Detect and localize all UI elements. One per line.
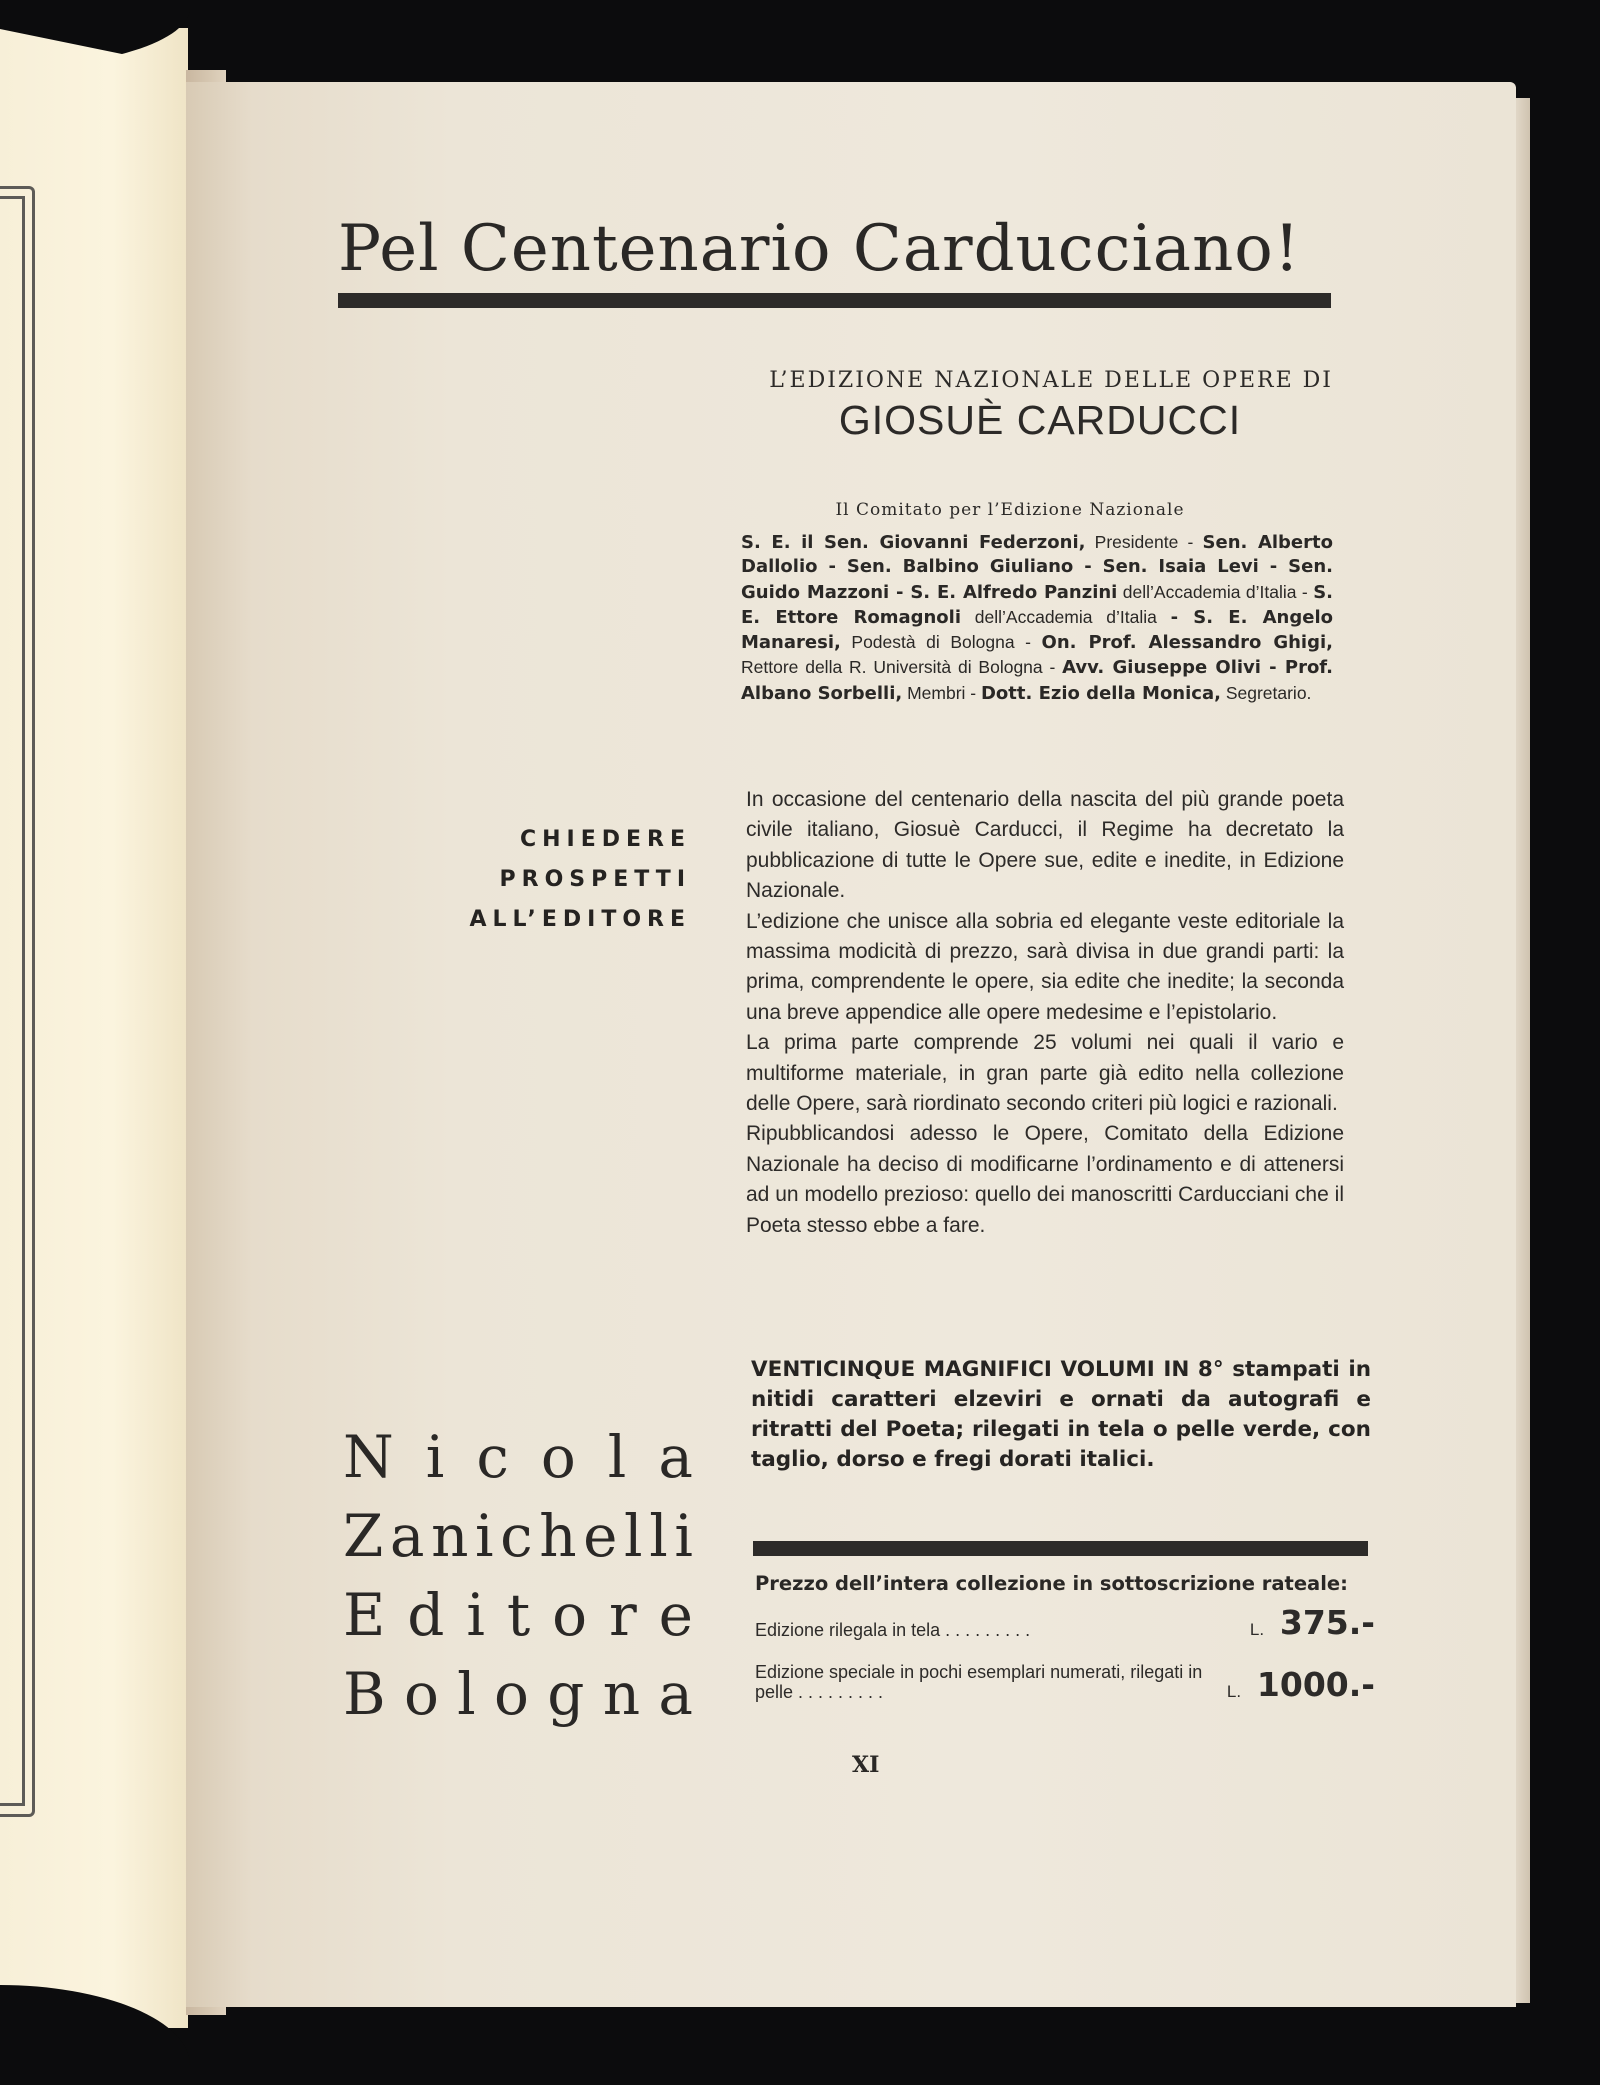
committee-heading: Il Comitato per l’Edizione Nazionale — [835, 500, 1185, 520]
publisher-glyph: c — [476, 1423, 509, 1491]
price-label: Edizione rilegala in tela . . . . . . . . . — [755, 1620, 1031, 1640]
publisher-glyph: E — [343, 1581, 386, 1649]
publisher-glyph: c — [500, 1502, 533, 1570]
committee-member: S. E. Ettore Romagnoli — [741, 581, 1334, 628]
cta-line: ALL’EDITORE — [469, 907, 691, 932]
publisher-glyph: o — [494, 1660, 529, 1728]
price-heading: Prezzo dell’intera collezione in sottoscrizione rateale: — [755, 1572, 1348, 1595]
price-currency: L. — [1249, 1620, 1265, 1639]
committee-member: Avv. Giuseppe Olivi - Prof. Albano Sorbelli, — [741, 657, 1333, 704]
body-paragraph: L’edizione che unisce alla sobria ed elegante veste editoriale la massima modicità di prezzo, sarà divisa in due grandi parti: la prima, comprendente le opere, sia edite che inedite; la seconda una breve appendice alle opere medesime e l’epistolario. — [746, 909, 1344, 1024]
publisher-glyph: l — [457, 1660, 476, 1728]
publisher-glyph: Z — [343, 1502, 384, 1570]
publisher-glyph: g — [547, 1660, 585, 1728]
price-rule — [753, 1541, 1368, 1556]
price-amount: 375.- — [1279, 1603, 1375, 1642]
publisher-glyph: B — [343, 1660, 386, 1728]
publisher-glyph: l — [649, 1502, 668, 1570]
publisher-glyph: n — [602, 1660, 641, 1728]
page-number: XI — [852, 1752, 880, 1778]
price-label: Edizione speciale in pochi esemplari numerati, rilegati in pelle . . . . . . . . . — [755, 1662, 1203, 1702]
committee-role: Rettore della R. Università di Bologna - — [741, 657, 1063, 678]
committee-member: - S. E. Angelo Manaresi, — [741, 606, 1333, 654]
edition-line: L’EDIZIONE NAZIONALE DELLE OPERE DI — [769, 368, 1333, 393]
publisher-glyph: o — [540, 1423, 576, 1491]
publisher-glyph: e — [658, 1581, 693, 1649]
publisher-glyph: o — [552, 1581, 588, 1649]
committee-member: S. E. il Sen. Giovanni Federzoni, — [741, 532, 1086, 553]
page-title: Pel Centenario Carducciano! — [338, 212, 1301, 286]
publisher-glyph: i — [475, 1502, 494, 1570]
publisher-glyph: o — [403, 1660, 439, 1728]
publisher-imprint — [343, 1418, 693, 1734]
committee-role: Membri - — [902, 682, 981, 703]
body-paragraph: Ripubblicandosi adesso le Opere, Comitato della Edizione Nazionale ha deciso di modificarne l’ordinamento e di attenersi ad un modello prezioso: quello dei manoscritti Carducciani che il Poeta stesso ebbe a fare. — [746, 1122, 1344, 1237]
cta-line: CHIEDERE — [519, 827, 691, 852]
publisher-glyph: r — [608, 1581, 637, 1649]
price-row-leather — [755, 1662, 1375, 1702]
body-text — [746, 785, 1344, 1241]
author-name: GIOSUÈ CARDUCCI — [838, 397, 1242, 443]
publisher-line — [343, 1497, 693, 1576]
publisher-glyph: l — [607, 1423, 627, 1491]
committee-member: Sen. Alberto Dallolio - Sen. Balbino Giuliano - Sen. Isaia Levi - Sen. Guido Mazzoni - S. E. Alfredo Panzini — [741, 532, 1333, 603]
cta-line: PROSPETTI — [499, 867, 691, 892]
committee-role: dell’Accademia d’Italia - — [1117, 581, 1314, 602]
publisher-glyph: l — [624, 1502, 643, 1570]
request-brochures-notice — [466, 820, 691, 940]
publisher-glyph: e — [583, 1502, 618, 1570]
committee-member: On. Prof. Alessandro Ghigi, — [1041, 632, 1333, 654]
committee-list — [741, 530, 1333, 706]
publisher-glyph: h — [539, 1502, 577, 1570]
committee-role: Segretario. — [1220, 682, 1312, 703]
features-description: VENTICINQUE MAGNIFICI VOLUMI IN 8° stampati in nitidi caratteri elzeviri e ornati da autografi e ritratti del Poeta; rilegati in tela o pelle verde, con taglio, dorso e fregi dorati italici. — [751, 1357, 1371, 1472]
publisher-glyph: N — [343, 1423, 394, 1491]
price-currency: L. — [1226, 1682, 1242, 1701]
left-page — [0, 28, 188, 2028]
publisher-line — [343, 1655, 693, 1734]
publisher-glyph: a — [658, 1660, 693, 1728]
committee-role: dell’Accademia d’Italia — [961, 606, 1171, 627]
committee-member: Dott. Ezio della Monica, — [980, 682, 1221, 704]
publisher-glyph: a — [389, 1502, 425, 1570]
committee-role: Podestà di Bologna - — [840, 632, 1042, 653]
publisher-glyph: a — [658, 1423, 693, 1491]
title-rule — [338, 293, 1331, 308]
publisher-glyph: n — [431, 1502, 469, 1570]
publisher-line — [343, 1576, 693, 1655]
publisher-glyph: t — [506, 1581, 531, 1649]
price-row-cloth — [755, 1603, 1375, 1642]
publisher-line — [343, 1418, 693, 1497]
body-paragraph: In occasione del centenario della nascita del più grande poeta civile italiano, Giosuè Carducci, il Regime ha decretato la pubblicazione di tutte le Opere sue, edite e inedite, in Edizione Nazionale. — [746, 788, 1344, 903]
left-page-frame-inner — [0, 196, 25, 1806]
publisher-glyph: i — [674, 1502, 693, 1570]
publisher-glyph: d — [407, 1581, 445, 1649]
publisher-glyph: i — [425, 1423, 445, 1491]
committee-role: Presidente - — [1085, 532, 1203, 552]
publisher-glyph: i — [466, 1581, 485, 1649]
body-paragraph: La prima parte comprende 25 volumi nei quali il vario e multiforme materiale, in gran parte già edito nella collezione delle Opere, sarà riordinato secondo criteri più logici e razionali. — [746, 1031, 1344, 1116]
price-amount: 1000.- — [1256, 1665, 1375, 1704]
